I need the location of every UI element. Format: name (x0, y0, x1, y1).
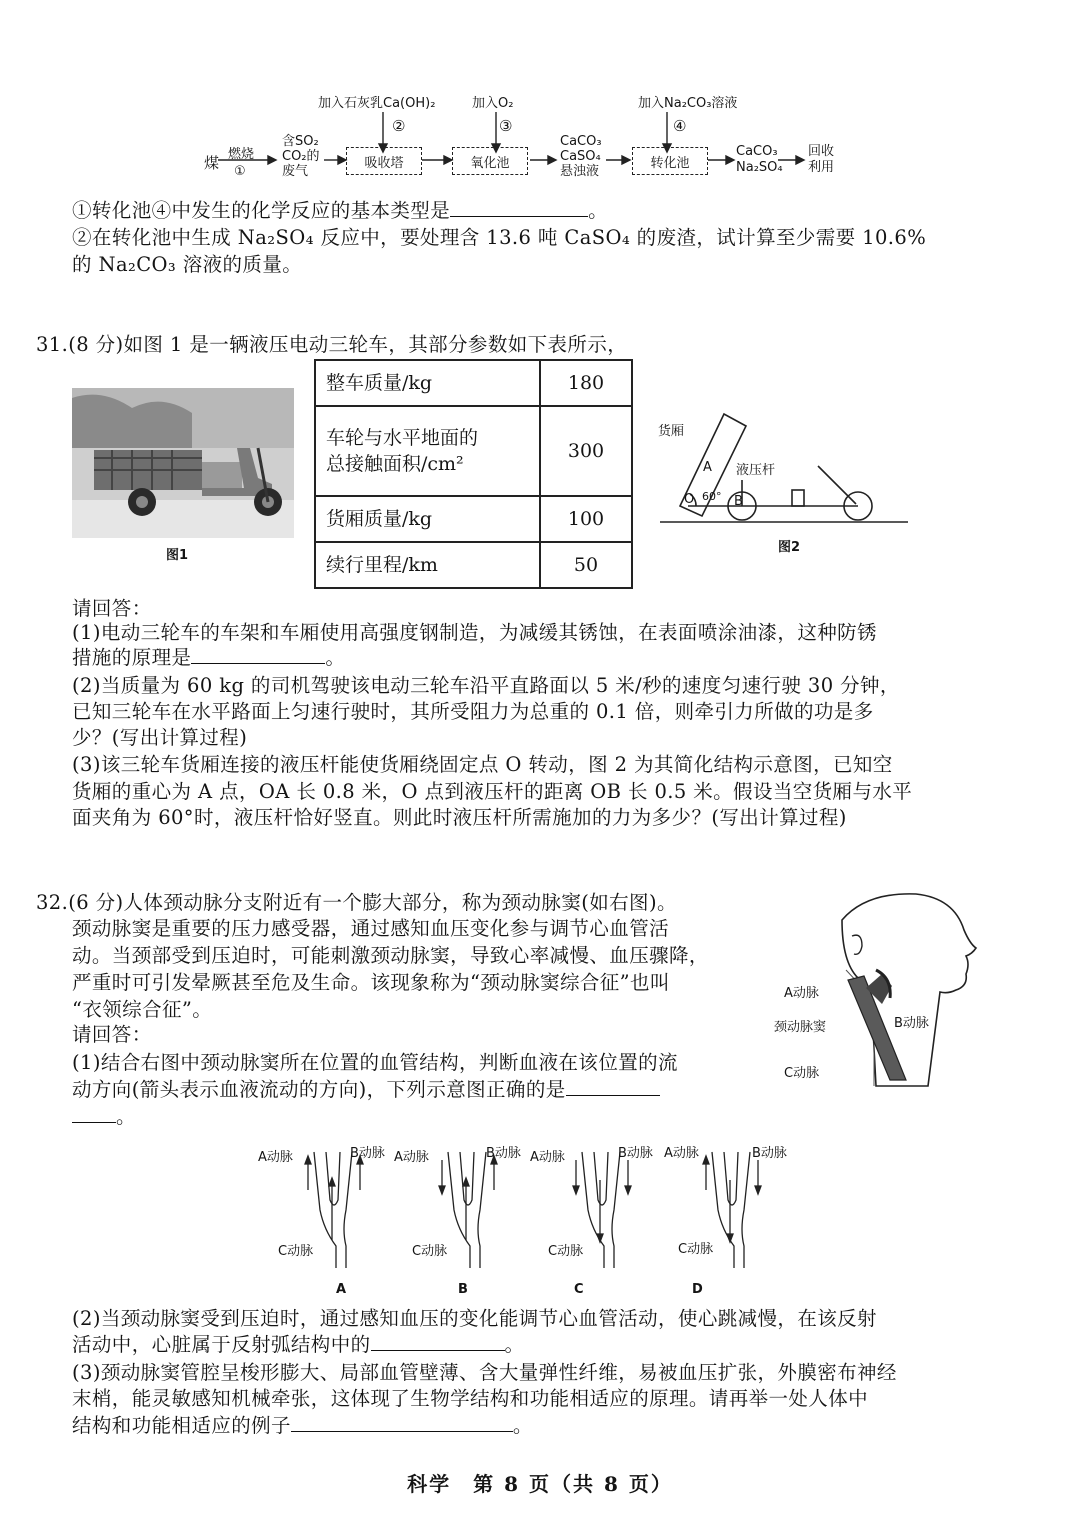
fig2-caption: 图2 (778, 540, 801, 555)
absorber-box (346, 147, 422, 175)
q32-p1-end: 。 (116, 1105, 136, 1128)
fig2-point-b: B (734, 494, 743, 509)
step1-number: ① (234, 164, 246, 179)
option-b-b-label: B动脉 (486, 1146, 521, 1161)
option-c-b-label: B动脉 (618, 1146, 653, 1161)
tricycle-params-table (314, 359, 633, 589)
q32-p3-text: 结构和功能相适应的例子 (72, 1414, 291, 1437)
q30-sub1 (72, 198, 608, 224)
q31-p1-end: 。 (325, 646, 346, 669)
coal-label: 煤 (204, 154, 220, 172)
q32-p2-text: 活动中，心脏属于反射弧结构中的 (72, 1333, 371, 1356)
option-d-letter[interactable]: D (692, 1282, 703, 1297)
q30-sub1-end: 。 (588, 199, 609, 222)
table-row (315, 542, 632, 588)
q32-p2-line2 (72, 1332, 524, 1358)
param-label: 续行里程/km (315, 542, 540, 588)
option-a-letter[interactable]: A (336, 1282, 347, 1297)
q30-sub2-line2: 的 Na₂CO₃ 溶液的质量。 (72, 253, 303, 276)
waste-gas-line2: CO₂的 (282, 149, 320, 164)
param-value: 300 (540, 406, 632, 496)
q31-p2-line3: 少？(写出计算过程) (72, 726, 248, 749)
fig2-cargo-label: 货厢 (658, 424, 685, 439)
param-label: 整车质量/kg (315, 360, 540, 406)
param-label-line2: 总接触面积/cm² (326, 453, 464, 475)
neck-a-artery-label: A动脉 (784, 986, 819, 1001)
option-d-a-label: A动脉 (664, 1146, 699, 1161)
step2-number: ② (392, 117, 406, 135)
q32-answer-prompt: 请回答： (72, 1023, 152, 1046)
q32-p2-line1: (2)当颈动脉窦受到压迫时，通过感知血压的变化能调节心血管活动，使心跳减慢，在该反射 (72, 1307, 877, 1330)
neck-sinus-label: 颈动脉窦 (774, 1020, 827, 1035)
q32-line2: 颈动脉窦是重要的压力感受器，通过感知血压变化参与调节心血管活 (72, 917, 670, 940)
option-b-a-label: A动脉 (394, 1150, 429, 1165)
page-footer: 科学 第 8 页（共 8 页） (407, 1472, 673, 1496)
param-label: 货厢质量/kg (315, 496, 540, 542)
q31-p3-line3: 面夹角为 60°时，液压杆恰好竖直。则此时液压杆所需施加的力为多少？(写出计算过程) (72, 806, 847, 829)
param-label (315, 406, 540, 496)
product-na2so4: Na₂SO₄ (736, 160, 783, 175)
fig2-rod-label: 液压杆 (736, 463, 776, 478)
q32-p1-blank-a[interactable] (566, 1077, 660, 1096)
q31-p3-line2: 货厢的重心为 A 点，OA 长 0.8 米，O 点到液压杆的距离 OB 长 0.5 米。假设当空货厢与水平 (72, 780, 913, 803)
neck-b-artery-label: B动脉 (894, 1016, 929, 1031)
recycle-line2: 利用 (808, 160, 835, 175)
add-na2co3-label: 加入Na₂CO₃溶液 (638, 96, 738, 111)
step3-number: ③ (499, 117, 513, 135)
q31-answer-prompt: 请回答： (72, 597, 152, 620)
q32-line5: “衣领综合征”。 (72, 998, 213, 1021)
q31-p2-line2: 已知三轮车在水平路面上匀速行驶时，其所受阻力为总重的 0.1 倍，则牵引力所做的功是多 (72, 700, 874, 723)
q31-p1-line1: (1)电动三轮车的车架和车厢使用高强度钢制造，为减缓其锈蚀，在表面喷涂油漆，这种防锈 (72, 621, 877, 644)
q31-p3-line1: (3)该三轮车货厢连接的液压杆能使货厢绕固定点 O 转动，图 2 为其简化结构示意图，已知空 (72, 753, 893, 776)
table-row (315, 406, 632, 496)
param-label-line1: 车轮与水平地面的 (326, 427, 479, 449)
q31-p1-text: 措施的原理是 (72, 646, 192, 669)
tricycle-photo (72, 388, 294, 538)
converter-label: 转化池 (650, 155, 690, 171)
q32-p2-end: 。 (504, 1333, 525, 1356)
option-c-letter[interactable]: C (574, 1282, 584, 1297)
q32-p1-blank-b[interactable] (72, 1104, 116, 1123)
option-d-b-label: B动脉 (752, 1146, 787, 1161)
option-a-b-label: B动脉 (350, 1146, 385, 1161)
neck-c-artery-label: C动脉 (784, 1066, 820, 1081)
step4-number: ④ (673, 117, 687, 135)
q32-p1-line3 (72, 1104, 136, 1130)
waste-gas-line3: 废气 (282, 164, 309, 179)
table-row (315, 360, 632, 406)
q31-p1-line2 (72, 645, 345, 671)
q32-p1-text: 动方向(箭头表示血液流动的方向)，下列示意图正确的是 (72, 1078, 566, 1101)
q32-line1: 32.(6 分)人体颈动脉分支附近有一个膨大部分，称为颈动脉窦(如右图)。 (36, 891, 677, 914)
fig2-point-o: O (684, 492, 695, 507)
q31-p1-blank[interactable] (191, 645, 325, 664)
q30-sub2-line1: ②在转化池中生成 Na₂SO₄ 反应中，要处理含 13.6 吨 CaSO₄ 的废渣，试计算至少需要 10.6% (72, 226, 927, 249)
add-lime-label: 加入石灰乳Ca(OH)₂ (318, 96, 436, 111)
fig2-angle: 60° (702, 490, 722, 503)
converter-box (632, 147, 708, 175)
q32-p2-blank[interactable] (371, 1332, 505, 1351)
option-b-letter[interactable]: B (458, 1282, 468, 1297)
param-value: 100 (540, 496, 632, 542)
q31-p2-line1: (2)当质量为 60 kg 的司机驾驶该电动三轮车沿平直路面以 5 米/秒的速度匀速行驶 30 分钟， (72, 674, 900, 697)
q30-sub1-blank[interactable] (450, 198, 588, 217)
recycle-line1: 回收 (808, 144, 835, 159)
q32-line3: 动。当颈部受到压迫时，可能刺激颈动脉窦，导致心率减慢、血压骤降， (72, 944, 709, 967)
param-value: 50 (540, 542, 632, 588)
table-row (315, 496, 632, 542)
q31-intro: 31.(8 分)如图 1 是一辆液压电动三轮车，其部分参数如下表所示， (36, 333, 628, 356)
q30-sub1-text: ①转化池④中发生的化学反应的基本类型是 (72, 199, 451, 222)
option-b-c-label: C动脉 (412, 1244, 448, 1259)
q32-p3-end: 。 (512, 1414, 533, 1437)
oxidizer-box (452, 147, 528, 175)
option-c-c-label: C动脉 (548, 1244, 584, 1259)
fig2-point-a: A (703, 460, 712, 475)
fig1-caption: 图1 (166, 548, 189, 563)
oxidizer-label: 氧化池 (470, 155, 510, 171)
option-c-a-label: A动脉 (530, 1150, 565, 1165)
neck-illustration (836, 890, 978, 1090)
option-a-c-label: C动脉 (278, 1244, 314, 1259)
suspension-line3: 悬浊液 (560, 164, 600, 179)
suspension-line1: CaCO₃ (560, 134, 602, 149)
add-o2-label: 加入O₂ (472, 96, 514, 111)
waste-gas-line1: 含SO₂ (282, 134, 319, 149)
option-d-c-label: C动脉 (678, 1242, 714, 1257)
q32-p3-line1: (3)颈动脉窦管腔呈梭形膨大、局部血管壁薄、含大量弹性纤维，易被血压扩张，外膜密布神经 (72, 1361, 897, 1384)
q32-p3-line2: 末梢，能灵敏感知机械牵张，这体现了生物学结构和功能相适应的原理。请再举一处人体中 (72, 1387, 869, 1410)
suspension-line2: CaSO₄ (560, 149, 601, 164)
param-value: 180 (540, 360, 632, 406)
fig2-lever-diagram (650, 396, 912, 528)
q32-line4: 严重时可引发晕厥甚至危及生命。该现象称为“颈动脉窦综合征”也叫 (72, 971, 670, 994)
combustion-label: 燃烧 (228, 147, 255, 162)
q32-p1-line1: (1)结合右图中颈动脉窦所在位置的血管结构，判断血液在该位置的流 (72, 1051, 678, 1074)
absorber-label: 吸收塔 (364, 155, 404, 171)
q32-p3-line3 (72, 1413, 533, 1439)
q32-p3-blank[interactable] (291, 1413, 513, 1432)
option-a-a-label: A动脉 (258, 1150, 293, 1165)
q32-p1-line2 (72, 1077, 660, 1103)
product-caco3: CaCO₃ (736, 144, 778, 159)
